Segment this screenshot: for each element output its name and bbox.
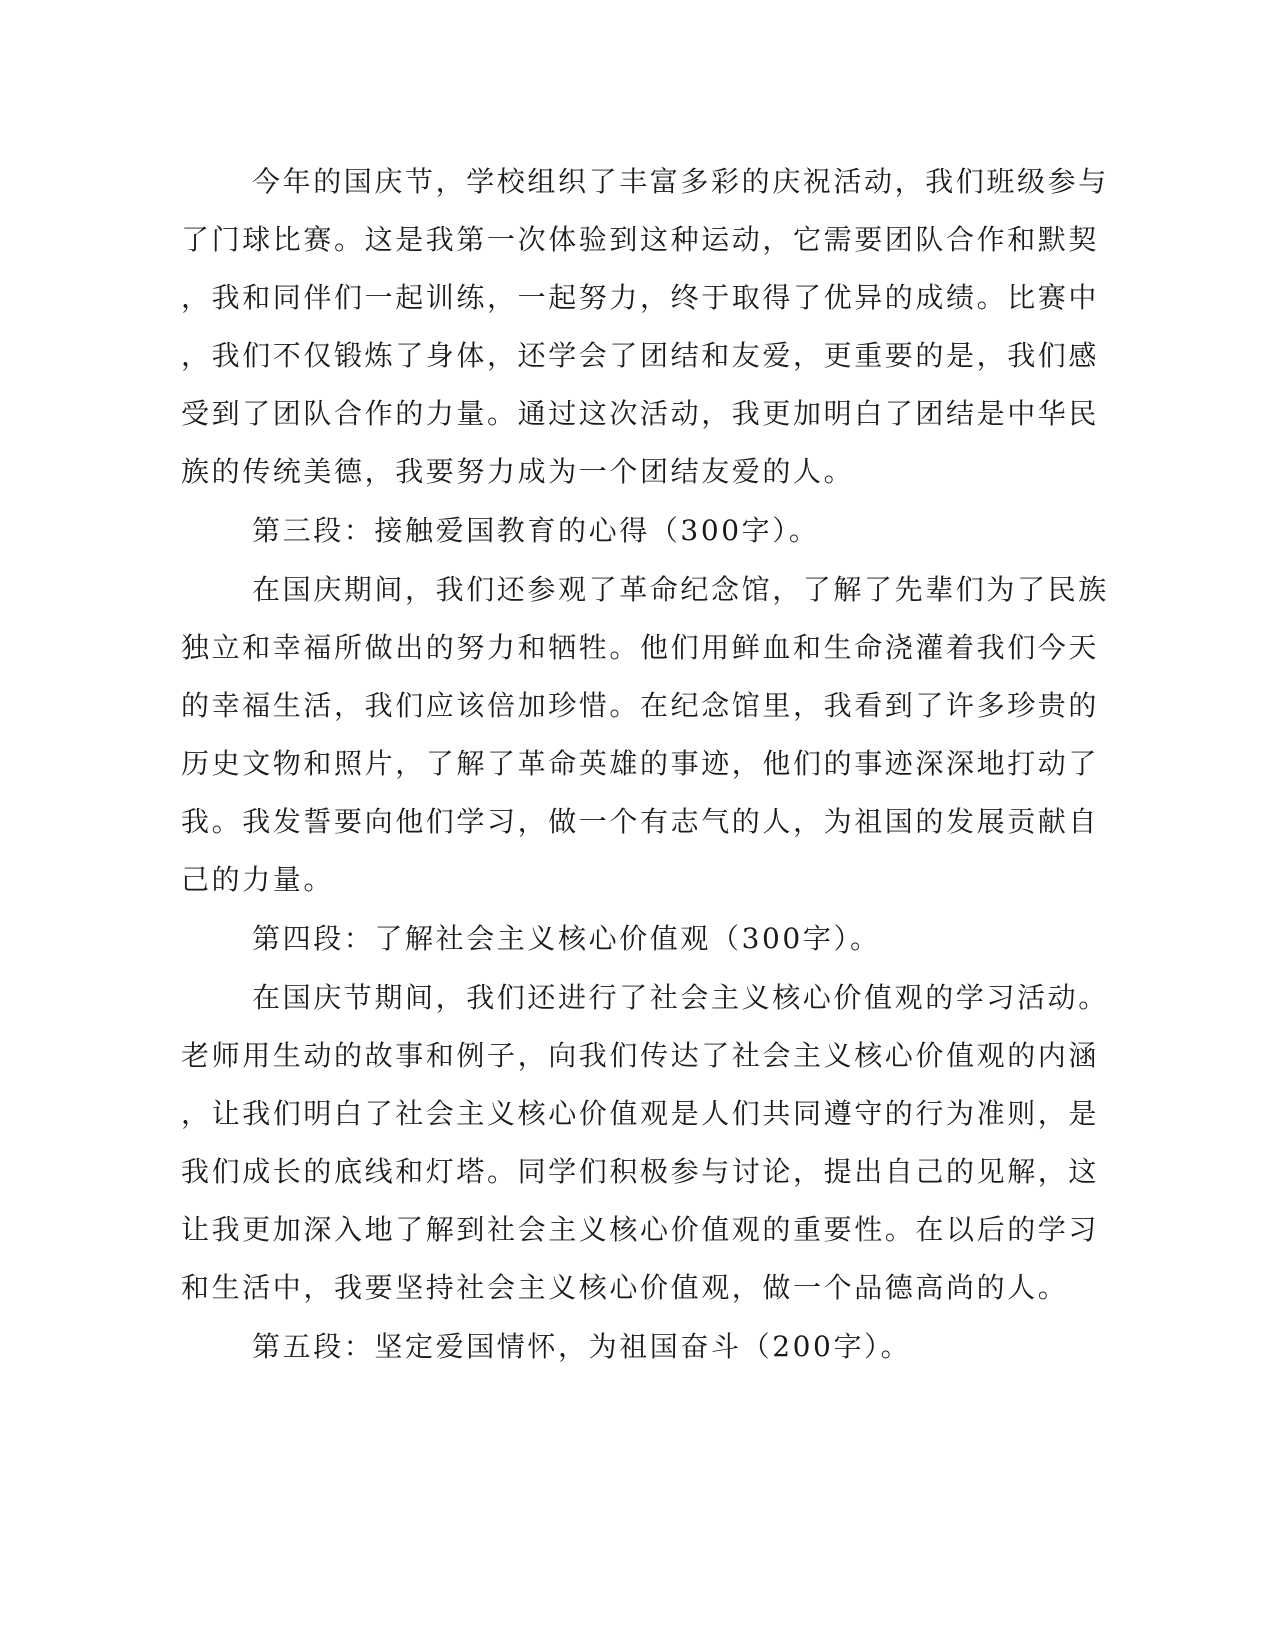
body-text-line: 和生活中，我要坚持社会主义核心价值观，做一个品德高尚的人。 [181, 1271, 1069, 1304]
body-text-line: ，我们不仅锻炼了身体，还学会了团结和友爱，更重要的是，我们感 [181, 339, 1100, 372]
body-text-line: ，我和同伴们一起训练，一起努力，终于取得了优异的成绩。比赛中 [181, 281, 1100, 314]
body-text-line: 历史文物和照片，了解了革命英雄的事迹，他们的事迹深深地打动了 [181, 747, 1100, 780]
body-text-line: 族的传统美德，我要努力成为一个团结友爱的人。 [181, 455, 855, 488]
section-heading-3: 第三段：接触爱国教育的心得（300字）。 [252, 514, 820, 547]
body-text-line: 在国庆节期间，我们还进行了社会主义核心价值观的学习活动。 [252, 981, 1109, 1014]
body-text-line: 老师用生动的故事和例子，向我们传达了社会主义核心价值观的内涵 [181, 1039, 1100, 1072]
body-text-line: 的幸福生活，我们应该倍加珍惜。在纪念馆里，我看到了许多珍贵的 [181, 689, 1100, 722]
body-text-line: 己的力量。 [181, 863, 335, 896]
body-text-line: 让我更加深入地了解到社会主义核心价值观的重要性。在以后的学习 [181, 1213, 1100, 1246]
body-text-line: 独立和幸福所做出的努力和牺牲。他们用鲜血和生命浇灌着我们今天 [181, 631, 1100, 664]
section-heading-5: 第五段：坚定爱国情怀，为祖国奋斗（200字）。 [252, 1330, 912, 1363]
body-text-line: 今年的国庆节，学校组织了丰富多彩的庆祝活动，我们班级参与 [252, 165, 1109, 198]
body-text-line: ，让我们明白了社会主义核心价值观是人们共同遵守的行为准则，是 [181, 1097, 1100, 1130]
section-heading-4: 第四段：了解社会主义核心价值观（300字）。 [252, 922, 881, 955]
body-text-line: 我们成长的底线和灯塔。同学们积极参与讨论，提出自己的见解，这 [181, 1155, 1100, 1188]
body-text-line: 我。我发誓要向他们学习，做一个有志气的人，为祖国的发展贡献自 [181, 805, 1100, 838]
body-text-line: 在国庆期间，我们还参观了革命纪念馆，了解了先辈们为了民族 [252, 573, 1109, 606]
body-text-line: 了门球比赛。这是我第一次体验到这种运动，它需要团队合作和默契 [181, 223, 1100, 256]
body-text-line: 受到了团队合作的力量。通过这次活动，我更加明白了团结是中华民 [181, 397, 1100, 430]
